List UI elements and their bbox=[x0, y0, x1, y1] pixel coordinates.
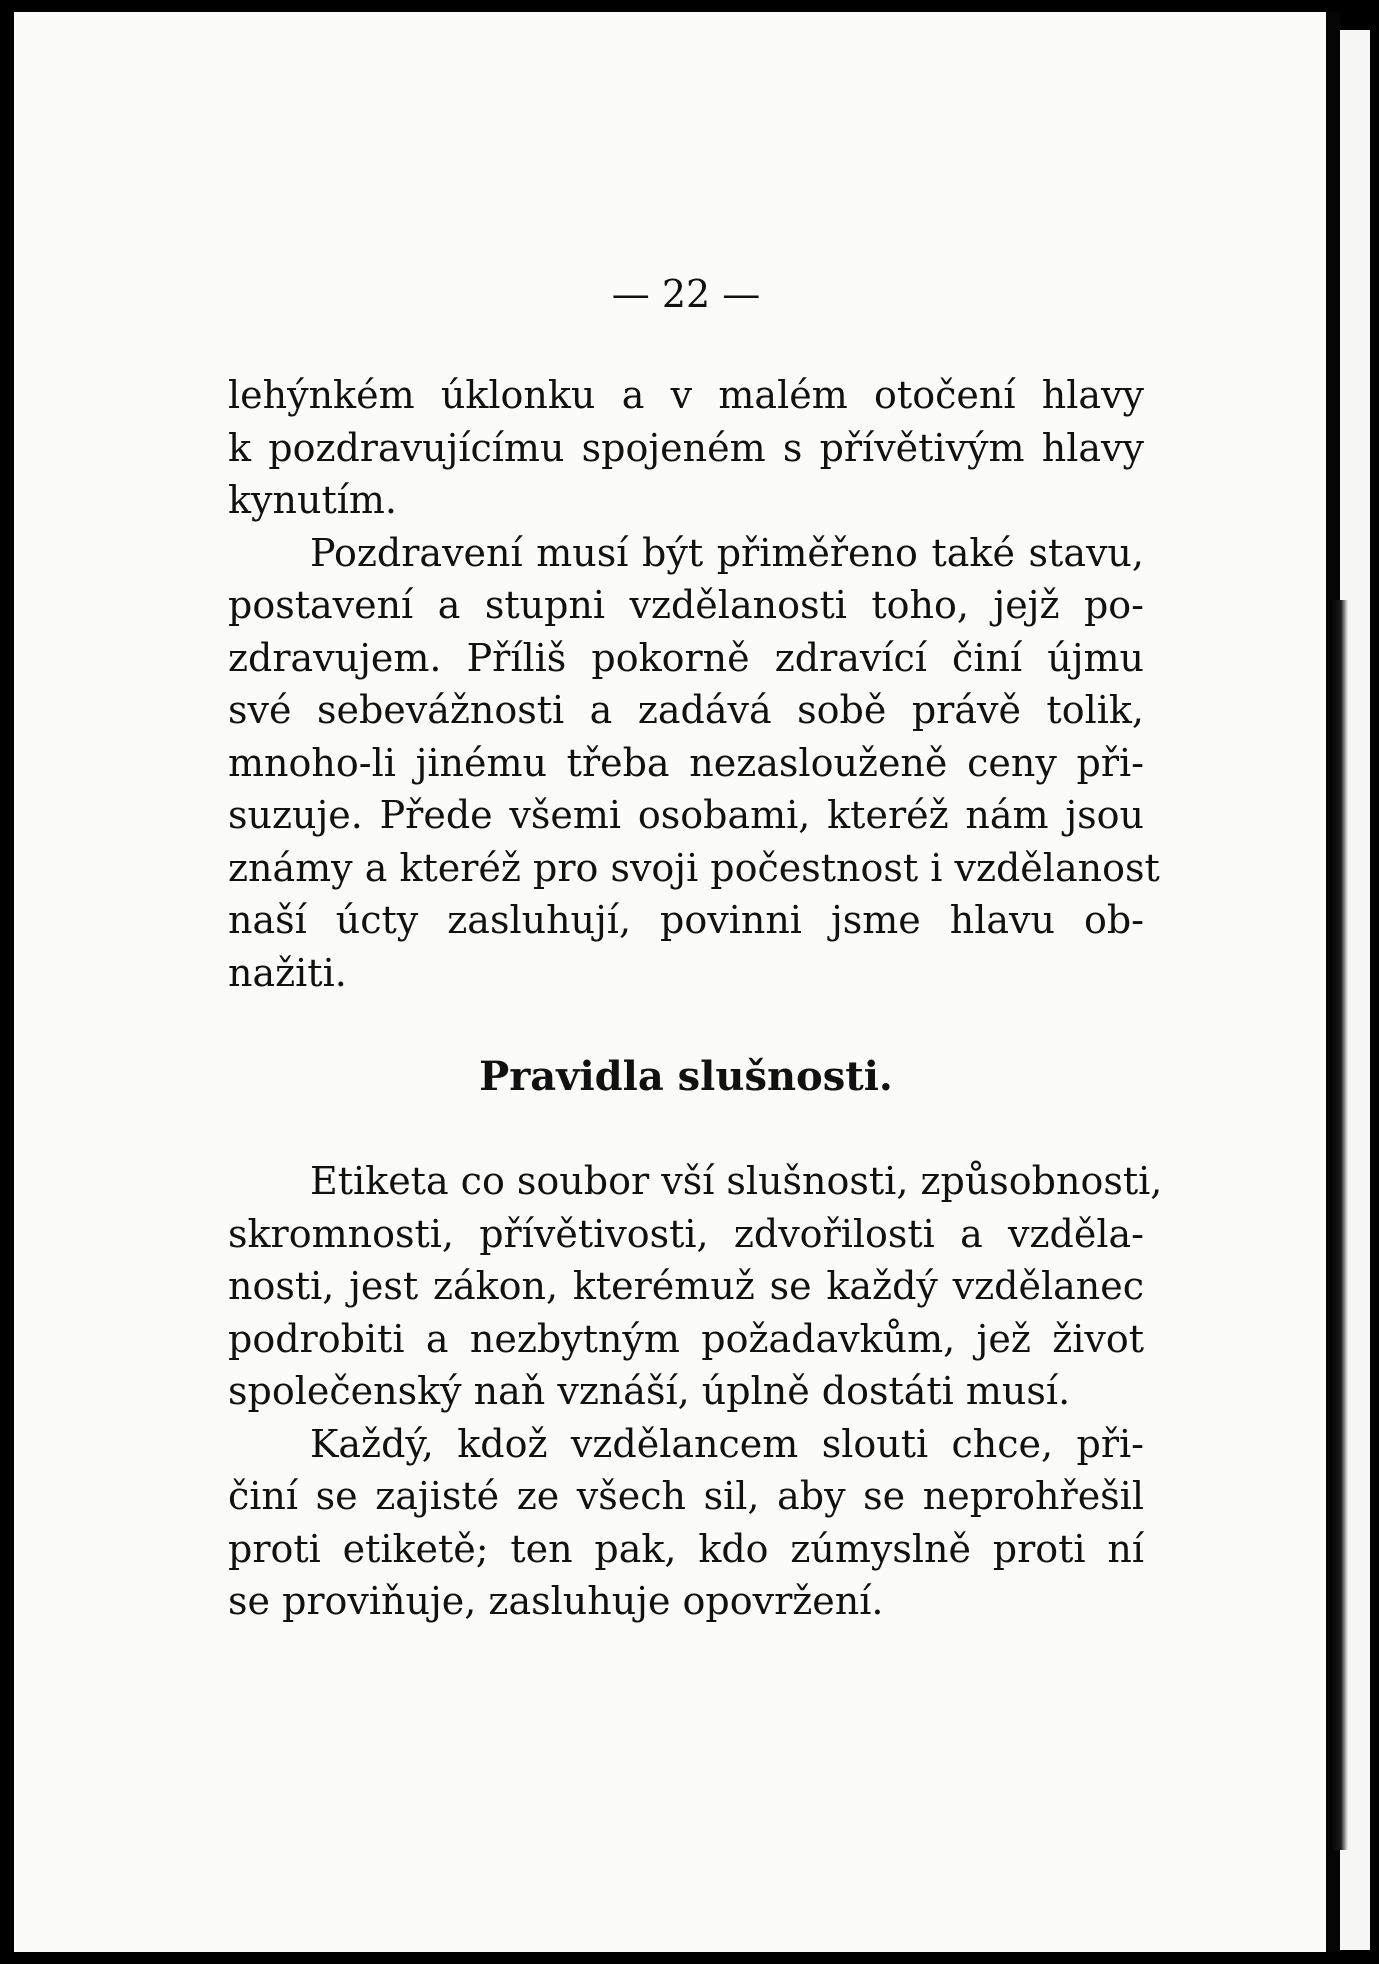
text-line: skromnosti, přívětivosti, zdvořilosti a vzděla- bbox=[228, 1211, 1144, 1256]
text-line: známy a kteréž pro svoji počestnost i vzdělanost bbox=[228, 845, 1160, 890]
text-line: Pozdravení musí být přiměřeno také stavu, bbox=[310, 530, 1144, 575]
text-line: společenský naň vznáší, úplně dostáti musí. bbox=[228, 1369, 1071, 1413]
text-line: nosti, jest zákon, kterémuž se každý vzdělanec bbox=[228, 1264, 1144, 1308]
text-line: proti etiketě; ten pak, kdo zúmyslně proti ní bbox=[228, 1526, 1144, 1571]
text-line: mnoho-li jinému třeba nezaslouženě ceny při- bbox=[228, 740, 1144, 785]
text-line: zdravujem. Příliš pokorně zdravící činí újmu bbox=[228, 635, 1144, 680]
text-line: Každý, kdož vzdělancem slouti chce, při- bbox=[310, 1421, 1144, 1466]
text-line: své sebevážnosti a zadává sobě právě tolik, bbox=[228, 688, 1144, 732]
text-line: činí se zajisté ze všech sil, aby se neprohřešil bbox=[228, 1474, 1144, 1518]
text-line: lehýnkém úklonku a v malém otočení hlavy bbox=[228, 373, 1144, 417]
text-line: nažiti. bbox=[228, 950, 347, 995]
text-line: postavení a stupni vzdělanosti toho, jejž po- bbox=[228, 583, 1144, 627]
text-line: naší úcty zasluhují, povinni jsme hlavu ob- bbox=[228, 898, 1144, 942]
page-number: — 22 — bbox=[611, 272, 761, 316]
text-line: Etiketa co soubor vší slušnosti, způsobnosti, bbox=[310, 1159, 1163, 1203]
paragraph-block-greeting bbox=[228, 369, 1160, 999]
text-line: kynutím. bbox=[228, 478, 397, 522]
text-line: se proviňuje, zasluhuje opovržení. bbox=[228, 1579, 884, 1623]
text-line: suzuje. Přede všemi osobami, kteréž nám jsou bbox=[228, 793, 1144, 837]
text-line: podrobiti a nezbytným požadavkům, jež život bbox=[228, 1316, 1144, 1361]
section-heading: Pravidla slušnosti. bbox=[479, 1053, 893, 1100]
paragraph-block-etiquette bbox=[228, 1155, 1163, 1628]
binding-shadow bbox=[1330, 600, 1348, 1850]
text-line: k pozdravujícímu spojeném s přívětivým hlavy bbox=[228, 425, 1144, 470]
